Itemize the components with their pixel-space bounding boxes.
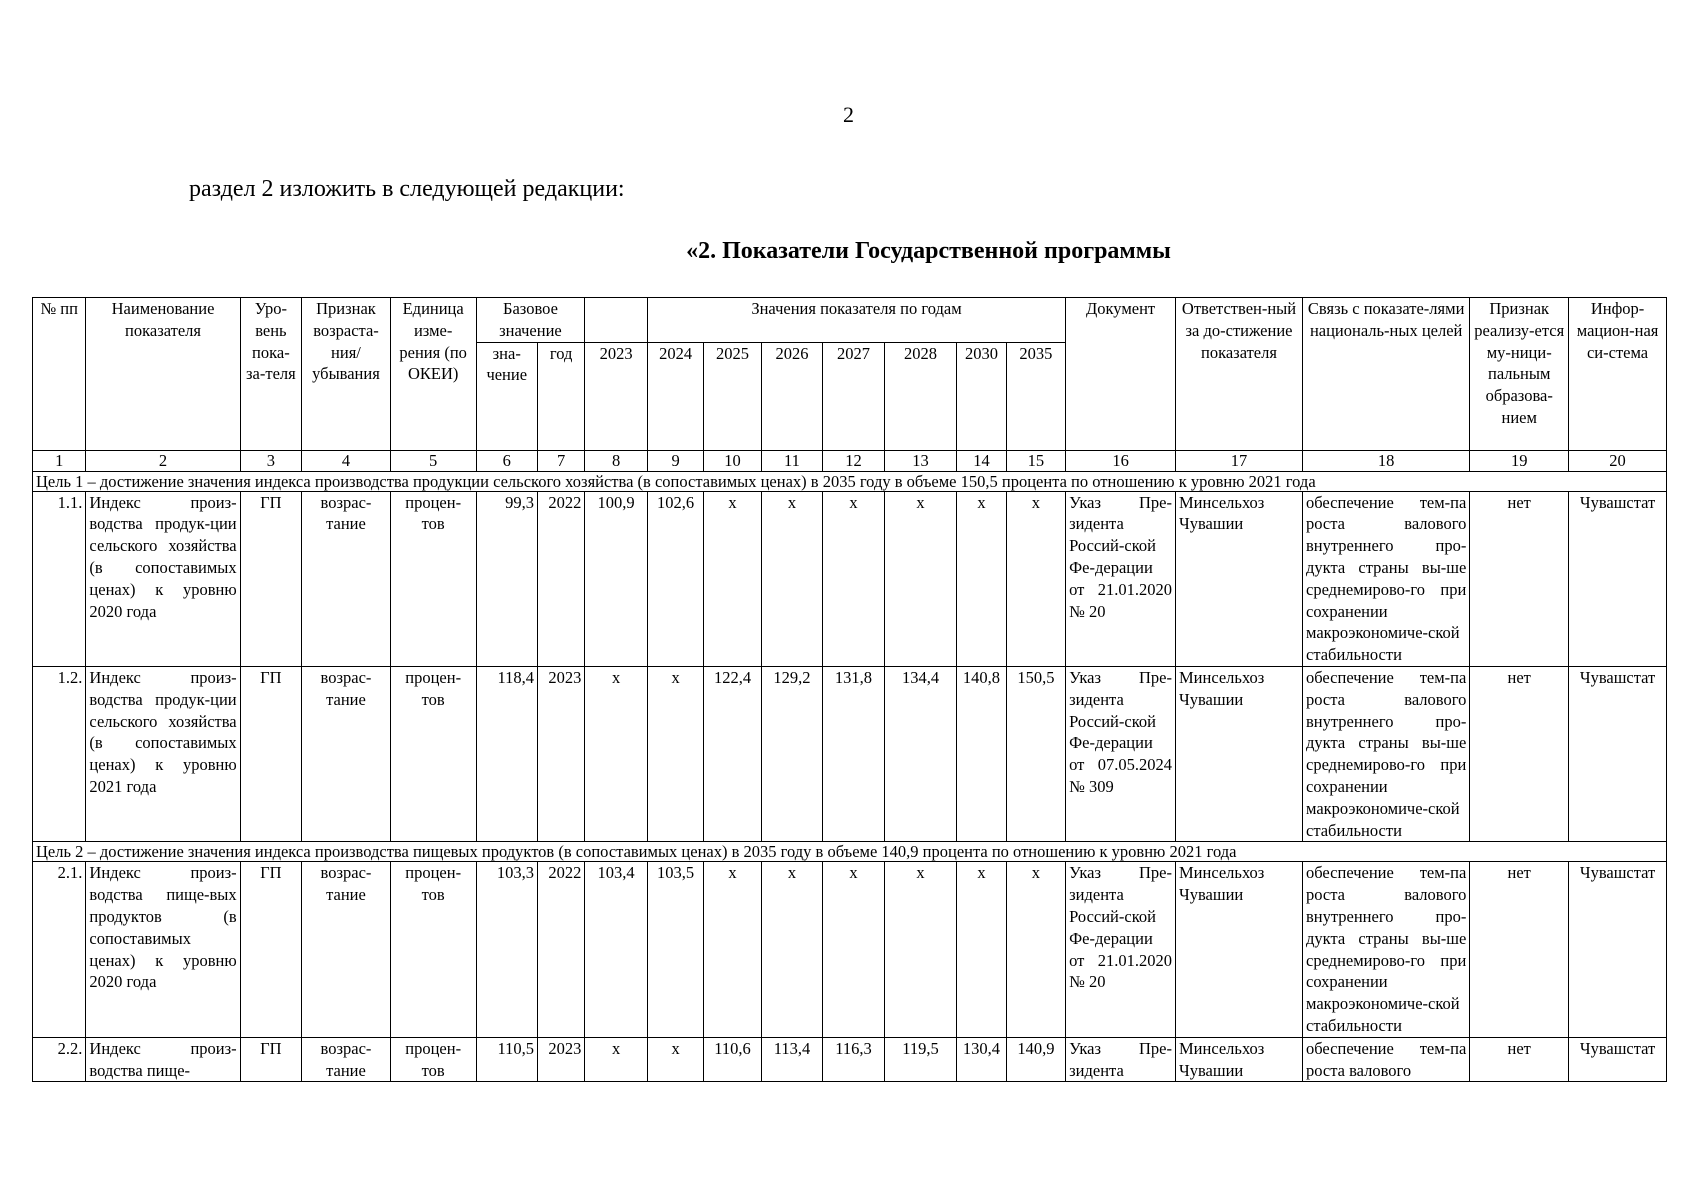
year-value: х <box>761 862 822 1037</box>
base-value: 99,3 <box>476 491 537 666</box>
col-header-years-title: Значения показателя по годам <box>647 298 1065 343</box>
indicator-trend: возрас-тание <box>302 666 391 841</box>
indicators-table <box>32 297 1667 1082</box>
col-header-link: Связь с показате-лями националь-ных целей <box>1303 298 1470 451</box>
column-number: 18 <box>1303 450 1470 471</box>
responsible: Минсельхоз Чувашии <box>1176 666 1303 841</box>
row-num: 1.1. <box>33 491 86 666</box>
year-value: 100,9 <box>585 491 647 666</box>
indicator-level: ГП <box>240 1037 301 1082</box>
info-system: Чувашстат <box>1569 666 1667 841</box>
year-value: 140,8 <box>957 666 1006 841</box>
year-value: х <box>761 491 822 666</box>
column-number: 3 <box>240 450 301 471</box>
column-number: 13 <box>884 450 957 471</box>
base-value: 103,3 <box>476 862 537 1037</box>
col-header-name: Наименование показателя <box>86 298 240 451</box>
column-number: 16 <box>1066 450 1176 471</box>
info-system: Чувашстат <box>1569 862 1667 1037</box>
base-value: 118,4 <box>476 666 537 841</box>
col-header-base-year: год <box>537 342 584 450</box>
indicator-name: Индекс произ-водства пище-вых продуктов (в сопоставимых ценах) к уровню 2020 года <box>86 862 240 1037</box>
intro-text: раздел 2 изложить в следующей редакции: <box>189 176 625 202</box>
year-value: 103,4 <box>585 862 647 1037</box>
col-header-document: Документ <box>1066 298 1176 451</box>
year-value: 131,8 <box>823 666 884 841</box>
col-header-base: Базовое значение <box>476 298 585 343</box>
year-value: х <box>585 1037 647 1082</box>
column-number: 8 <box>585 450 647 471</box>
year-value: х <box>884 491 957 666</box>
column-number: 1 <box>33 450 86 471</box>
year-value: 113,4 <box>761 1037 822 1082</box>
year-value: 116,3 <box>823 1037 884 1082</box>
col-header-year: 2023 <box>585 342 647 450</box>
table-row <box>33 862 1667 1037</box>
col-header-year: 2030 <box>957 342 1006 450</box>
row-num: 2.2. <box>33 1037 86 1082</box>
municipal-flag: нет <box>1470 862 1569 1037</box>
col-header-year: 2035 <box>1006 342 1065 450</box>
year-value: х <box>647 1037 703 1082</box>
national-goal-link: обеспечение тем-па роста валового внутреннего про-дукта страны вы-ше среднемирово-го при сохранении макроэкономиче-ской стабильности <box>1303 491 1470 666</box>
base-year: 2022 <box>537 862 584 1037</box>
column-number: 9 <box>647 450 703 471</box>
indicator-unit: процен-тов <box>390 491 476 666</box>
table-row <box>33 491 1667 666</box>
municipal-flag: нет <box>1470 491 1569 666</box>
section-heading: «2. Показатели Государственной программы <box>686 238 1171 264</box>
column-number: 17 <box>1176 450 1303 471</box>
col-header-blank <box>585 298 647 343</box>
year-value: х <box>704 862 761 1037</box>
col-header-infosystem: Инфор-мацион-ная си-стема <box>1569 298 1667 451</box>
page-number: 2 <box>843 102 854 127</box>
responsible: Минсельхоз Чувашии <box>1176 862 1303 1037</box>
year-value: 140,9 <box>1006 1037 1065 1082</box>
year-value: 102,6 <box>647 491 703 666</box>
goal-row <box>33 471 1667 491</box>
column-number: 14 <box>957 450 1006 471</box>
row-num: 1.2. <box>33 666 86 841</box>
year-value: 110,6 <box>704 1037 761 1082</box>
municipal-flag: нет <box>1470 1037 1569 1082</box>
year-value: х <box>823 491 884 666</box>
column-number: 15 <box>1006 450 1065 471</box>
col-header-year: 2028 <box>884 342 957 450</box>
column-number: 11 <box>761 450 822 471</box>
column-number: 6 <box>476 450 537 471</box>
goal-1-text: Цель 1 – достижение значения индекса производства продукции сельского хозяйства (в сопоставимых ценах) в 2035 году в объеме 150,5 процента по отношению к уровню 2021 года <box>33 471 1667 491</box>
indicator-name: Индекс произ-водства продук-ции сельского хозяйства (в сопоставимых ценах) к уровню 2021 года <box>86 666 240 841</box>
col-header-responsible: Ответствен-ный за до-стижение показателя <box>1176 298 1303 451</box>
base-year: 2022 <box>537 491 584 666</box>
indicator-trend: возрас-тание <box>302 1037 391 1082</box>
column-number: 4 <box>302 450 391 471</box>
document: Указ Пре-зидента Россий-ской Фе-дерации от 21.01.2020 № 20 <box>1066 491 1176 666</box>
year-value: х <box>1006 491 1065 666</box>
year-value: х <box>957 862 1006 1037</box>
col-header-municipal: Признак реализу-ется му-ници-пальным образова-нием <box>1470 298 1569 451</box>
base-year: 2023 <box>537 1037 584 1082</box>
document: Указ Пре-зидента <box>1066 1037 1176 1082</box>
responsible: Минсельхоз Чувашии <box>1176 491 1303 666</box>
base-value: 110,5 <box>476 1037 537 1082</box>
year-value: х <box>585 666 647 841</box>
municipal-flag: нет <box>1470 666 1569 841</box>
year-value: х <box>823 862 884 1037</box>
year-value: 134,4 <box>884 666 957 841</box>
col-header-unit: Единица изме-рения (по ОКЕИ) <box>390 298 476 451</box>
column-number: 19 <box>1470 450 1569 471</box>
indicator-name: Индекс произ-водства пище- <box>86 1037 240 1082</box>
info-system: Чувашстат <box>1569 1037 1667 1082</box>
table-row <box>33 666 1667 841</box>
base-year: 2023 <box>537 666 584 841</box>
indicator-level: ГП <box>240 491 301 666</box>
indicator-unit: процен-тов <box>390 666 476 841</box>
col-header-year: 2027 <box>823 342 884 450</box>
national-goal-link: обеспечение тем-па роста валового <box>1303 1037 1470 1082</box>
col-header-year: 2025 <box>704 342 761 450</box>
row-num: 2.1. <box>33 862 86 1037</box>
column-number: 20 <box>1569 450 1667 471</box>
document: Указ Пре-зидента Россий-ской Фе-дерации от 21.01.2020 № 20 <box>1066 862 1176 1037</box>
header-row-1 <box>33 298 1667 343</box>
year-value: 150,5 <box>1006 666 1065 841</box>
national-goal-link: обеспечение тем-па роста валового внутреннего про-дукта страны вы-ше среднемирово-го при сохранении макроэкономиче-ской стабильности <box>1303 862 1470 1037</box>
indicator-trend: возрас-тание <box>302 862 391 1037</box>
col-header-base-value: зна-чение <box>476 342 537 450</box>
year-value: 130,4 <box>957 1037 1006 1082</box>
goal-row <box>33 842 1667 862</box>
responsible: Минсельхоз Чувашии <box>1176 1037 1303 1082</box>
column-number: 10 <box>704 450 761 471</box>
col-header-year: 2026 <box>761 342 822 450</box>
table-row <box>33 1037 1667 1082</box>
column-number: 5 <box>390 450 476 471</box>
year-value: 122,4 <box>704 666 761 841</box>
column-number: 7 <box>537 450 584 471</box>
indicator-level: ГП <box>240 862 301 1037</box>
col-header-level: Уро-вень пока-за-теля <box>240 298 301 451</box>
year-value: х <box>957 491 1006 666</box>
document: Указ Пре-зидента Россий-ской Фе-дерации от 07.05.2024 № 309 <box>1066 666 1176 841</box>
indicator-unit: процен-тов <box>390 1037 476 1082</box>
year-value: 103,5 <box>647 862 703 1037</box>
year-value: 119,5 <box>884 1037 957 1082</box>
indicator-name: Индекс произ-водства продук-ции сельского хозяйства (в сопоставимых ценах) к уровню 2020 года <box>86 491 240 666</box>
col-header-year: 2024 <box>647 342 703 450</box>
year-value: х <box>884 862 957 1037</box>
national-goal-link: обеспечение тем-па роста валового внутреннего про-дукта страны вы-ше среднемирово-го при сохранении макроэкономиче-ской стабильности <box>1303 666 1470 841</box>
column-number: 12 <box>823 450 884 471</box>
year-value: х <box>647 666 703 841</box>
indicator-unit: процен-тов <box>390 862 476 1037</box>
column-number: 2 <box>86 450 240 471</box>
col-header-num: № пп <box>33 298 86 451</box>
indicator-level: ГП <box>240 666 301 841</box>
info-system: Чувашстат <box>1569 491 1667 666</box>
goal-2-text: Цель 2 – достижение значения индекса производства пищевых продуктов (в сопоставимых ценах) в 2035 году в объеме 140,9 процента по отношению к уровню 2021 года <box>33 842 1667 862</box>
indicator-trend: возрас-тание <box>302 491 391 666</box>
col-header-trend: Признак возраста-ния/ убывания <box>302 298 391 451</box>
year-value: х <box>704 491 761 666</box>
year-value: 129,2 <box>761 666 822 841</box>
column-number-row <box>33 450 1667 471</box>
year-value: х <box>1006 862 1065 1037</box>
